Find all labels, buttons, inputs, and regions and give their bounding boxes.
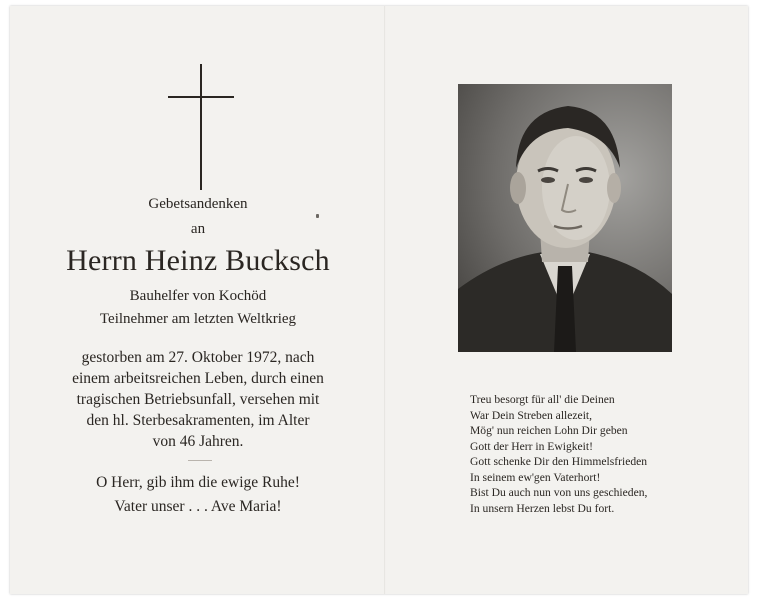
body-line: tragischen Betriebsunfall, versehen mit [76, 391, 320, 408]
body-line: von 46 Jahren. [152, 433, 244, 450]
an-label: an [190, 221, 206, 237]
veteran-note: Teilnehmer am letzten Weltkrieg [99, 311, 297, 327]
prayer-line: O Herr, gib ihm die ewige Ruhe! [96, 474, 300, 491]
deceased-name: Herrn Heinz Bucksch [66, 244, 330, 277]
poem-line: In seinem ew'gen Vaterhort! [470, 470, 601, 484]
cross-icon [168, 64, 234, 190]
poem-line: Bist Du auch nun von uns geschieden, [470, 486, 648, 499]
body-line: den hl. Sterbesakramenten, im Alter [86, 412, 310, 429]
body-line: einem arbeitsreichen Leben, durch einen [72, 370, 324, 387]
poem-line: Gott der Herr in Ewigkeit! [470, 439, 593, 453]
prayer-line: Vater unser . . . Ave Maria! [114, 498, 282, 515]
memorial-poem [470, 392, 740, 516]
poem-line: Gott schenke Dir den Himmelsfrieden [470, 455, 648, 468]
body-line: gestorben am 27. Oktober 1972, nach [81, 349, 315, 366]
poem-line: War Dein Streben allezeit, [470, 408, 593, 422]
occupation: Bauhelfer von Kochöd [129, 288, 267, 304]
portrait-photo-icon [458, 84, 672, 352]
heading: Gebetsandenken [148, 196, 248, 212]
paper-speck [316, 214, 319, 218]
poem-line: In unsern Herzen lebst Du fort. [470, 501, 615, 515]
left-panel [10, 6, 386, 594]
divider [188, 460, 212, 461]
poem-line: Mög' nun reichen Lohn Dir geben [470, 424, 628, 437]
poem-line: Treu besorgt für all' die Deinen [470, 393, 615, 406]
